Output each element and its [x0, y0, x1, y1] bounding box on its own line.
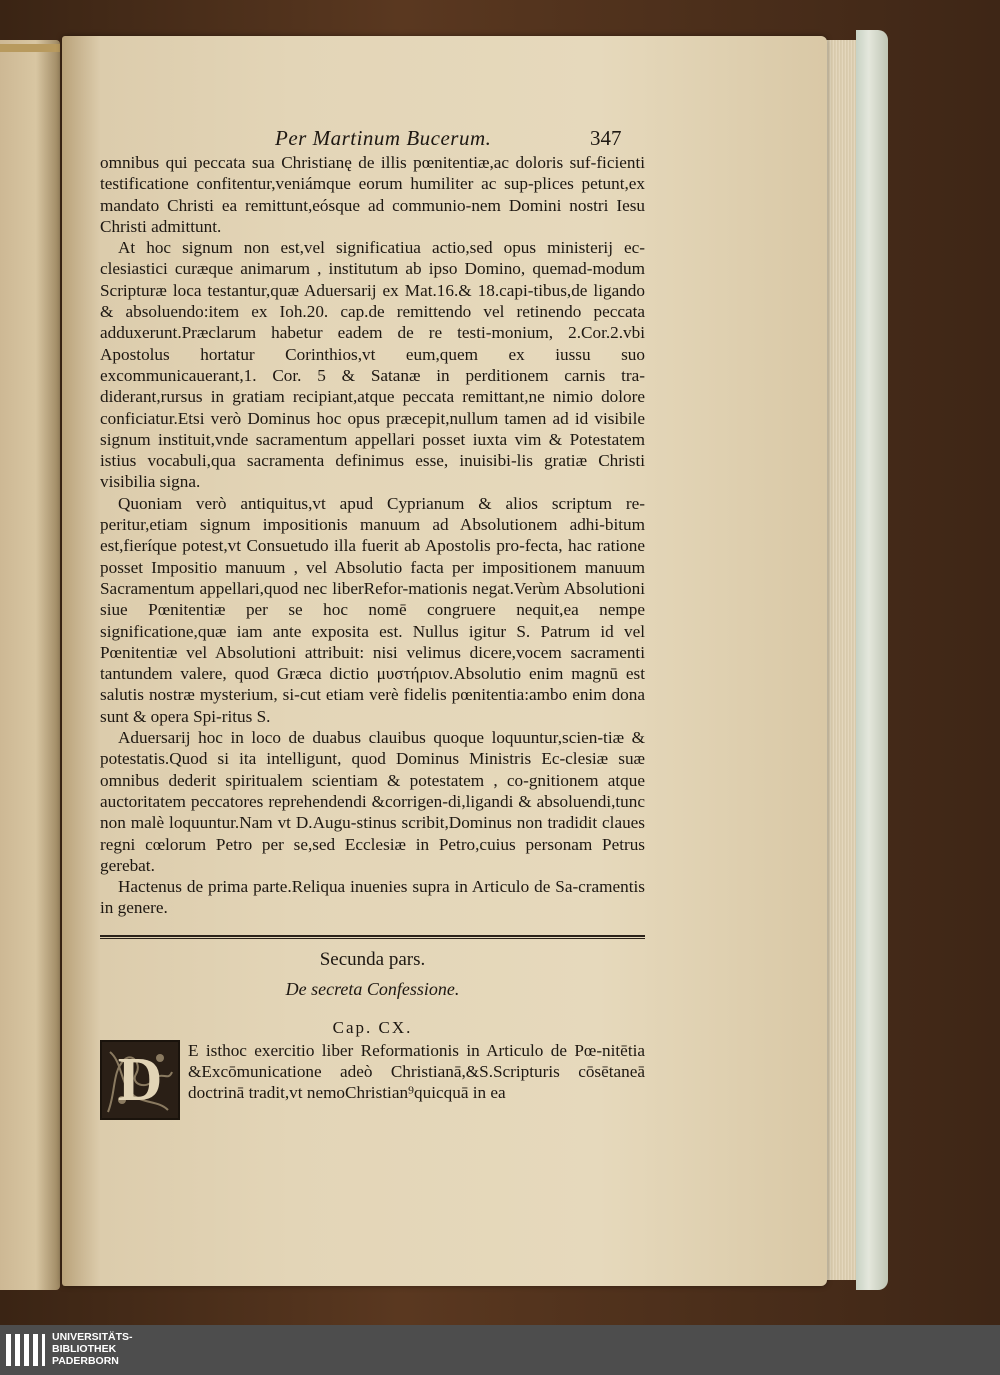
book-cover-edge — [856, 30, 888, 1290]
section-divider — [100, 935, 645, 939]
library-logo-icon — [6, 1334, 46, 1366]
page-stack-edge — [826, 40, 856, 1280]
paragraph-2: At hoc signum non est,vel significatiua actio,sed opus ministerij ec-clesiastici curæque animarum , institutum ab ipso Domino, quemad-modum Scripturæ loca testantur,quæ Aduersarij ex Mat.16.& 18.capi-tibus,de ligando & absoluendo:item ex Ioh.20. cap.de remittendo vel retinendo peccata adduxerunt.Præclarum habetur eadem de re testi-monium, 2.Cor.2.vbi Apostolus hortatur Corinthios,vt eum,quem ex iussu suo excommunicauerant,1. Cor. 5 & Satanæ in perditionem carnis tra-diderant,rursus in gratiam recipiant,atque peccata remittant,ne nimio dolore conficiatur.Etsi verò Dominus hoc opus præcepit,nullum tamen ad id visibile signum instituit,vnde sacramentum appellari posset iuxta vim & Potestatem istius vocabuli,qua sacramenta definimus esse, inuisibi-lis gratiæ Christi visibilia signa. — [100, 238, 645, 492]
paragraph-5: Hactenus de prima parte.Reliqua inuenies supra in Articulo de Sa-cramentis in genere. — [100, 877, 645, 918]
paragraph-1: omnibus qui peccata sua Christianę de illis pœnitentiæ,ac doloris suf-ficienti testificatione confitentur,veniámque eorum humiliter ac sup-plices petunt,ex mandato Christi ea remittunt,eósque ad communio-nem Domini nostri Iesu Christi admittunt. — [100, 153, 645, 236]
logo-line-1: UNIVERSITÄTS- — [52, 1331, 133, 1343]
paragraph-3: Quoniam verò antiquitus,vt apud Cyprianum & alios scriptum re-peritur,etiam signum impositionis manuum ad Absolutionem adhi-bitum est,fieríque potest,vt Consuetudo illa fuerit ab Apostolis pro-fecta, hac ratione posset Impositio manuum , vel Absolutio facta per impositionem manuum Sacramentum appellari,quod nec liberRefor-mationis negat.Verùm Absolutioni siue Pœnitentiæ per se hoc nomē congruere nequit,ea nempe significatione,quæ iam ante exposita est. Nullus igitur S. Patrum id vel Pœnitentiæ vel Absolutioni attribuit: nisi velimus dicere,vocem sacramenti tantundem valere, quod Græca dictio μυστήριον.Absolutio enim magnū est salutis nostræ mysterium, si-cut etiam verè fidelis pœnitentia:ambo enim dona sunt & opera Spi-ritus S. — [100, 493, 645, 726]
chapter-opening — [100, 1040, 645, 1120]
facing-page-ornament — [0, 44, 60, 52]
logo-line-2: BIBLIOTHEK — [52, 1343, 117, 1355]
page-text-block — [100, 118, 645, 1120]
chapter-heading: Cap. CX. — [332, 1017, 413, 1037]
initial-letter: D — [117, 1045, 163, 1114]
running-head-title: Per Martinum Bucerum. — [275, 126, 492, 150]
paragraph-4: Aduersarij hoc in loco de duabus clauibus quoque loquuntur,scien-tiæ & potestatis.Quod si ita intelligunt, quod Dominus Ministris Ec-clesiæ suæ omnibus dederit spiritualem scientiam & potestatem , co-gnitionem atque auctoritatem peccatores reprehendendi &corrigen-di,ligandi & absoluendi,tunc non malè loquuntur.Nam vt D.Augu-stinus scribit,Dominus non tradidit claues regni cœlorum Petro per se,sed Ecclesiæ in Petro,cuius personam Petrus gerebat. — [100, 728, 645, 875]
page-number: 347 — [590, 126, 622, 150]
chapter-opening-text: E isthoc exercitio liber Reformationis in Articulo de Pœ-nitētia &Excōmunicatione adeò Christianā,&S.Scripturis cōsētaneā doctrinā tradit,vt nemoChristian⁹quicquā in ea — [188, 1040, 645, 1103]
logo-line-3: PADERBORN — [52, 1355, 119, 1367]
running-head — [100, 118, 645, 152]
decorated-initial — [100, 1040, 180, 1120]
section-subtitle: De secreta Confessione. — [285, 978, 460, 999]
library-logo-text — [52, 1331, 133, 1367]
library-footer — [0, 1325, 1000, 1375]
facing-page-edge — [0, 40, 60, 1290]
section-title: Secunda pars. — [319, 948, 426, 970]
